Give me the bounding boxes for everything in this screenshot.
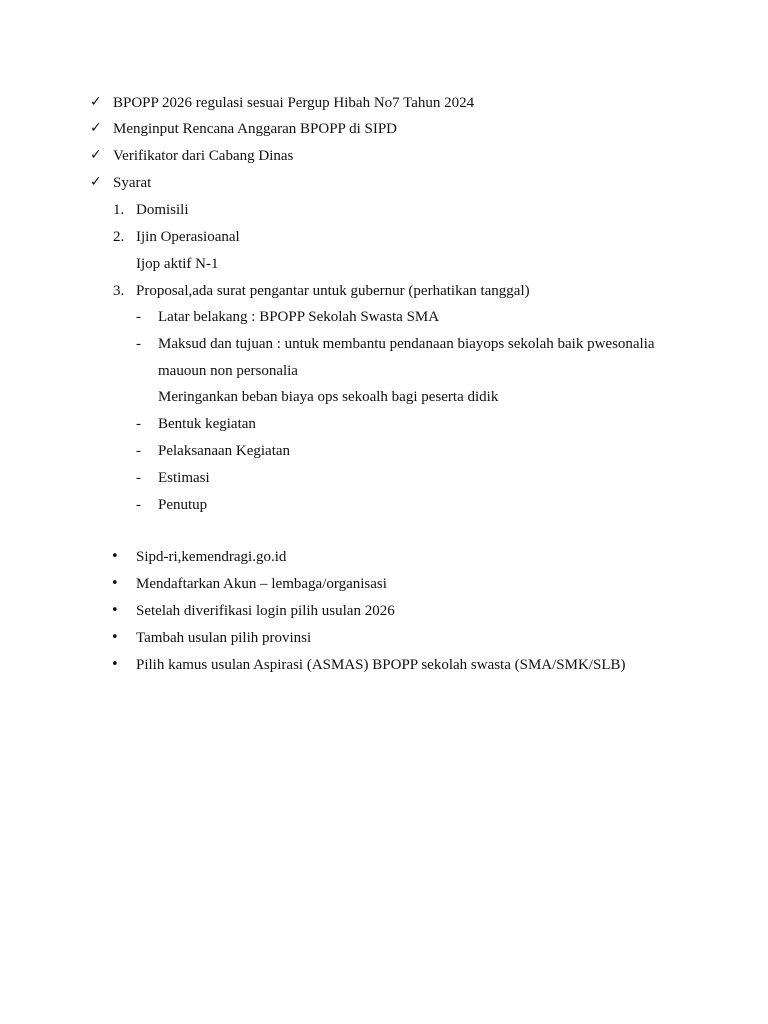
list-number: 2. bbox=[113, 229, 125, 245]
bullet-icon: • bbox=[111, 576, 119, 591]
requirement-item: Ijin Operasioanal bbox=[136, 229, 240, 245]
proposal-section-item: Penutup bbox=[158, 497, 208, 513]
proposal-section-continuation: mauoun non personalia bbox=[158, 363, 298, 379]
step-item: Pilih kamus usulan Aspirasi (ASMAS) BPOPP sekolah swasta (SMA/SMK/SLB) bbox=[136, 657, 626, 673]
checklist-item: Syarat bbox=[113, 175, 152, 191]
proposal-section-item: Latar belakang : BPOPP Sekolah Swasta SMA bbox=[158, 309, 440, 325]
step-item: Mendaftarkan Akun – lembaga/organisasi bbox=[136, 576, 387, 592]
list-number: 3. bbox=[113, 283, 125, 299]
list-dash: - bbox=[136, 309, 141, 325]
checkmark-icon: ✓ bbox=[90, 120, 102, 136]
checklist-item: Verifikator dari Cabang Dinas bbox=[113, 148, 294, 164]
list-number: 1. bbox=[113, 202, 125, 218]
step-item: Sipd-ri,kemendragi.go.id bbox=[136, 549, 287, 565]
proposal-section-item: Pelaksanaan Kegiatan bbox=[158, 443, 291, 459]
requirement-item: Domisili bbox=[136, 202, 189, 218]
proposal-section-item: Estimasi bbox=[158, 470, 210, 486]
bullet-icon: • bbox=[111, 549, 119, 564]
checkmark-icon: ✓ bbox=[90, 147, 102, 163]
bullet-icon: • bbox=[111, 657, 119, 672]
list-dash: - bbox=[136, 470, 141, 486]
checkmark-icon: ✓ bbox=[90, 174, 102, 190]
proposal-section-continuation: Meringankan beban biaya ops sekoalh bagi peserta didik bbox=[158, 389, 499, 405]
requirement-note: Ijop aktif N-1 bbox=[136, 256, 219, 272]
step-item: Tambah usulan pilih provinsi bbox=[136, 630, 312, 646]
list-dash: - bbox=[136, 416, 141, 432]
step-item: Setelah diverifikasi login pilih usulan 2026 bbox=[136, 603, 395, 619]
list-dash: - bbox=[136, 443, 141, 459]
bullet-icon: • bbox=[111, 630, 119, 645]
proposal-section-item: Bentuk kegiatan bbox=[158, 416, 256, 432]
proposal-section-item: Maksud dan tujuan : untuk membantu pendanaan biayops sekolah baik pwesonalia bbox=[158, 336, 655, 352]
requirement-item: Proposal,ada surat pengantar untuk gubernur (perhatikan tanggal) bbox=[136, 283, 530, 299]
checklist-item: Menginput Rencana Anggaran BPOPP di SIPD bbox=[113, 121, 398, 137]
checklist-item: BPOPP 2026 regulasi sesuai Pergup Hibah No7 Tahun 2024 bbox=[113, 95, 475, 111]
bullet-icon: • bbox=[111, 603, 119, 618]
checkmark-icon: ✓ bbox=[90, 94, 102, 110]
list-dash: - bbox=[136, 336, 141, 352]
list-dash: - bbox=[136, 497, 141, 513]
